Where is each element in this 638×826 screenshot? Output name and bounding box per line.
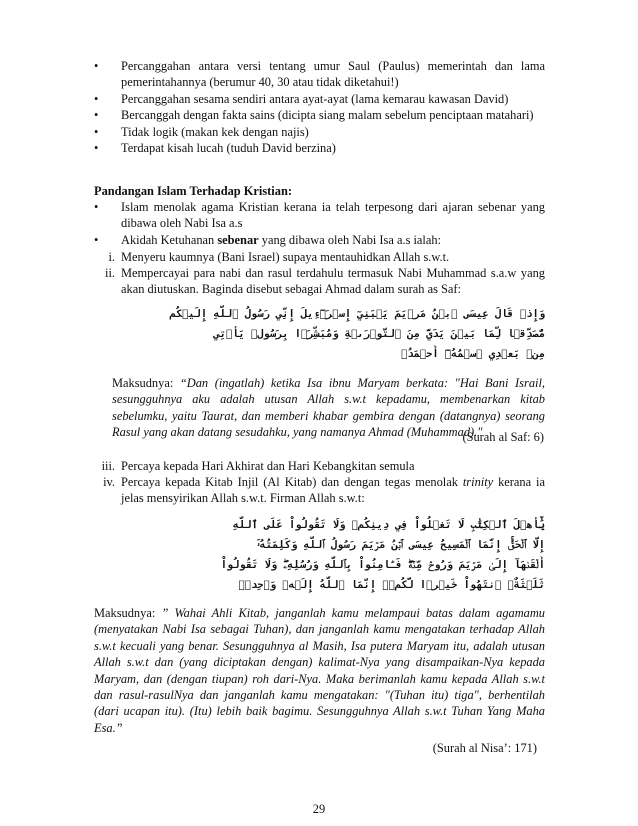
item-number: i. (108, 250, 115, 264)
item-italic: trinity (462, 475, 494, 489)
translation-label: Maksudnya: (94, 606, 162, 620)
bullet-icon: • (94, 125, 99, 139)
list-item-text: Percanggahan antara versi tentang umur Saul (Paulus) memerintah dan lama pemerintahannya (berumur 40, 30 atau tidak diketahui!) (121, 59, 545, 90)
numbered-item (94, 265, 545, 298)
list-item (94, 232, 545, 248)
arabic-verse-line: إِلَّا ٱلۡحَقَّۚ إِنَّمَا ٱلۡمَسِيحُ عِيسَى ٱبۡنُ مَرۡيَمَ رَسُولُ ٱللَّهِ وَكَلِمَتُهُۥٓ (257, 539, 545, 551)
translation-text: “Dan (ingatlah) ketika Isa ibnu Maryam berkata: "Hai Bani Israil, sesungguhnya aku adalah utusan Allah s.w.t kepadamu, membenarkan kitab sebelumku, yaitu Taurat, dan memberi khabar gembira dengan (datangnya) seorang Rasul yang akan datang sesudahku, yang namanya Ahmad (Muhammad)." (112, 376, 545, 440)
item-number: iv. (103, 475, 115, 489)
item-text: Percaya kepada Kitab Injil (Al Kitab) dan dengan tegas menolak (121, 475, 463, 489)
arabic-verse-line: يَٰٓأَهۡلَ ٱلۡكِتَٰبِ لَا تَغۡلُواْ فِي دِينِكُمۡ وَلَا تَقُولُواْ عَلَى ٱللَّهِ (232, 519, 545, 531)
list-item-text: Percanggahan sesama sendiri antara ayat-ayat (lama kemarau kawasan David) (121, 92, 509, 106)
list-item-text: Terdapat kisah lucah (tuduh David berzina) (121, 141, 336, 155)
list-item (94, 140, 545, 156)
arabic-verse-line: ﻿وَإِذۡ قَالَ عِيسَى ٱبۡنُ مَرۡيَمَ يَٰبَنِيٓ إِسۡرَٰٓءِيلَ إِنِّي رَسُولُ ٱللَّهِ إِلَيۡكُم (169, 308, 545, 320)
translation-text: ” Wahai Ahli Kitab, janganlah kamu melampaui batas dalam agamamu (menyatakan Nabi Isa sebagai Tuhan), dan janganlah kamu mengatakan terhadap Allah s.w.t kecuali yang benar. Sesungguhnya al Masih, Isa putera Maryam itu, adalah utusan Allah s.w.t dan (yang diciptakan dengan) kalimat-Nya yang disampaikan-Nya kepada Maryam, dan (dengan tiupan) roh dari-Nya. Maka berimanlah kamu kepada Allah s.w.t dan rasul-rasulNya dan janganlah kamu mengatakan: "(Tuhan itu) tiga", berhentilah (dari ucapan itu). (Itu) lebih baik bagimu. Sesungguhnya Allah s.w.t Tuhan Yang Maha Esa.” (94, 606, 545, 735)
page-number: 29 (312, 802, 326, 816)
bullet-icon: • (94, 200, 99, 214)
list-item-text: Tidak logik (makan kek dengan najis) (121, 125, 309, 139)
bullet-icon: • (94, 141, 99, 155)
bullet-icon: • (94, 92, 99, 106)
verse-source: (Surah al Nisa’: 171) (432, 741, 537, 755)
list-item (94, 124, 545, 140)
list-item-text: Bercanggah dengan fakta sains (dicipta siang malam sebelum penciptaan matahari) (121, 108, 534, 122)
list-item (94, 58, 545, 91)
akidah-after: yang dibawa oleh Nabi Isa a.s ialah: (258, 233, 442, 247)
akidah-before: Akidah Ketuhanan (121, 233, 218, 247)
item-text: Mempercayai para nabi dan rasul terdahulu termasuk Nabi Muhammad s.a.w yang akan diutuskan. Baginda disebut sebagai Ahmad dalam surah as Saf: (121, 266, 545, 297)
akidah-bold: sebenar (217, 233, 259, 247)
bullet-icon: • (94, 233, 99, 247)
list-item-text: Islam menolak agama Kristian kerana ia telah terpesong dari ajaran sebenar yang dibawa oleh Nabi Isa a.s (121, 200, 545, 231)
item-text: Percaya kepada Hari Akhirat dan Hari Kebangkitan semula (121, 459, 415, 473)
translation-nisa (94, 605, 545, 736)
item-number: iii. (101, 459, 115, 473)
arabic-verse-line: أَلۡقَىٰهَآ إِلَىٰ مَرۡيَمَ وَرُوحٞ مِّنۡهُۖ فَـَٔامِنُواْ بِٱللَّهِ وَرُسُلِهِۦۖ وَلَا تَقُولُواْ (220, 559, 545, 571)
item-text-after: kerana ia jelas mensyirikan Allah s.w.t. Firman Allah s.w.t: (121, 475, 545, 506)
item-number: ii. (105, 266, 115, 280)
list-item (94, 199, 545, 232)
list-item (94, 91, 545, 107)
verse-source: (Surah al Saf: 6) (462, 430, 544, 444)
arabic-verse-line: ثَلَٰثَةٌۚ ٱنتَهُواْ خَيۡرٗا لَّكُمۡۚ إِنَّمَا ٱللَّهُ إِلَٰهٞ وَٰحِدٞۖ (238, 579, 545, 591)
numbered-item (94, 249, 545, 265)
item-text: Menyeru kaumnya (Bani Israel) supaya mentauhidkan Allah s.w.t. (121, 250, 450, 264)
arabic-verse-line: مُّصَدِّقٗا لِّمَا بَيۡنَ يَدَيَّ مِنَ ٱلتَّوۡرَىٰةِ وَمُبَشِّرَۢا بِرَسُولٖ يَأۡتِي (213, 328, 545, 340)
numbered-item (94, 474, 545, 507)
translation-label: Maksudnya: (112, 376, 180, 390)
numbered-item (94, 458, 545, 474)
arabic-verse-line: مِنۢ بَعۡدِي ٱسۡمُهُۥٓ أَحۡمَدُۖ (401, 348, 545, 360)
list-item (94, 107, 545, 123)
bullet-icon: • (94, 108, 99, 122)
bullet-icon: • (94, 59, 99, 73)
section-heading: Pandangan Islam Terhadap Kristian: (94, 184, 292, 198)
